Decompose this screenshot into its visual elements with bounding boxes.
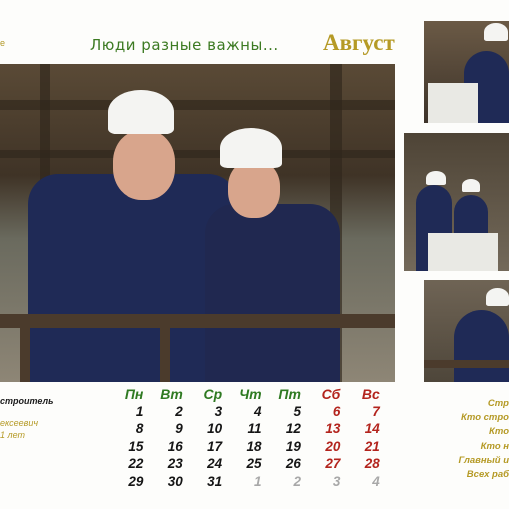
main-photo [0, 64, 395, 382]
calendar-day: 14 [364, 421, 380, 437]
calendar-day: 4 [372, 473, 380, 489]
weekday-fri: Пт [278, 385, 301, 402]
calendar-day: 24 [207, 456, 223, 472]
metal-railing [424, 360, 509, 368]
calendar-week-row [113, 455, 389, 473]
calendar-day: 7 [372, 403, 380, 419]
calendar-week-row [113, 420, 389, 438]
role-line: Главный и [458, 454, 509, 466]
month-title: Август [323, 30, 395, 55]
calendar-day: 30 [167, 473, 183, 489]
calendar-day: 28 [364, 456, 380, 472]
worker-jacket [205, 204, 340, 382]
control-panel [428, 233, 498, 271]
month-calendar [113, 385, 389, 490]
calendar-day: 2 [293, 473, 301, 489]
calendar-day: 17 [207, 438, 223, 454]
page-title: Люди разные важны... [90, 36, 279, 54]
calendar-day: 1 [135, 403, 144, 419]
calendar-day: 6 [332, 403, 341, 419]
calendar-day: 9 [175, 421, 183, 437]
worker-face [113, 130, 175, 200]
role-line: Стр [487, 398, 509, 409]
control-panel [428, 83, 478, 123]
role-line: Кто н [480, 440, 509, 452]
weekday-wed: Ср [203, 385, 223, 402]
caption-age: 1 лет [0, 430, 25, 440]
weekday-tue: Вт [160, 385, 183, 402]
calendar-day: 23 [167, 456, 183, 472]
hard-hat [462, 179, 480, 192]
metal-railing [20, 328, 30, 382]
weekday-sun: Вс [361, 385, 380, 402]
hard-hat [220, 128, 282, 168]
worker-jacket [454, 310, 509, 382]
calendar-day: 8 [135, 421, 144, 437]
weekday-mon: Пн [124, 385, 144, 402]
caption-role: строитель [0, 396, 54, 406]
calendar-day: 21 [364, 438, 380, 454]
hard-hat [486, 288, 509, 306]
calendar-day: 29 [128, 473, 144, 489]
side-photo-bottom [424, 280, 509, 382]
calendar-day: 15 [128, 438, 144, 454]
calendar-day: 10 [207, 421, 223, 437]
hard-hat [484, 23, 508, 41]
metal-railing [160, 328, 170, 382]
calendar-day: 1 [254, 473, 262, 489]
calendar-day: 19 [285, 438, 301, 454]
caption-name: ексеевич [0, 418, 39, 428]
calendar-day: 31 [207, 473, 223, 489]
calendar-day: 25 [246, 456, 262, 472]
calendar-day: 3 [332, 473, 341, 489]
calendar-day: 26 [285, 456, 301, 472]
calendar-day: 5 [293, 403, 301, 419]
side-photo-top [424, 21, 509, 123]
side-photo-middle [404, 133, 509, 271]
hard-hat [108, 90, 174, 134]
calendar-day: 16 [167, 438, 183, 454]
calendar-day: 11 [247, 421, 262, 437]
hard-hat [426, 171, 446, 185]
role-line: Кто стро [461, 412, 509, 424]
roles-list [414, 397, 509, 482]
weekday-thu: Чт [239, 385, 262, 402]
metal-railing [0, 314, 395, 328]
calendar-day: 18 [246, 438, 262, 454]
calendar-day: 12 [285, 421, 301, 437]
role-line: Кто [489, 426, 509, 438]
calendar-day: 13 [325, 421, 341, 437]
weekday-sat: Сб [321, 385, 341, 402]
role-line: Всех раб [466, 469, 509, 481]
worker-face [228, 160, 280, 218]
calendar-day: 2 [175, 403, 183, 419]
calendar-day: 4 [254, 403, 262, 419]
calendar-day: 3 [214, 403, 223, 419]
calendar-week-row [113, 438, 389, 456]
weekday-header [113, 385, 389, 403]
calendar-day: 27 [325, 456, 341, 472]
calendar-day: 20 [325, 438, 341, 454]
calendar-week-row [113, 473, 389, 491]
calendar-weeks [113, 403, 389, 491]
calendar-week-row [113, 403, 389, 421]
page-edge-mark: е [0, 38, 6, 48]
calendar-day: 22 [128, 456, 144, 472]
